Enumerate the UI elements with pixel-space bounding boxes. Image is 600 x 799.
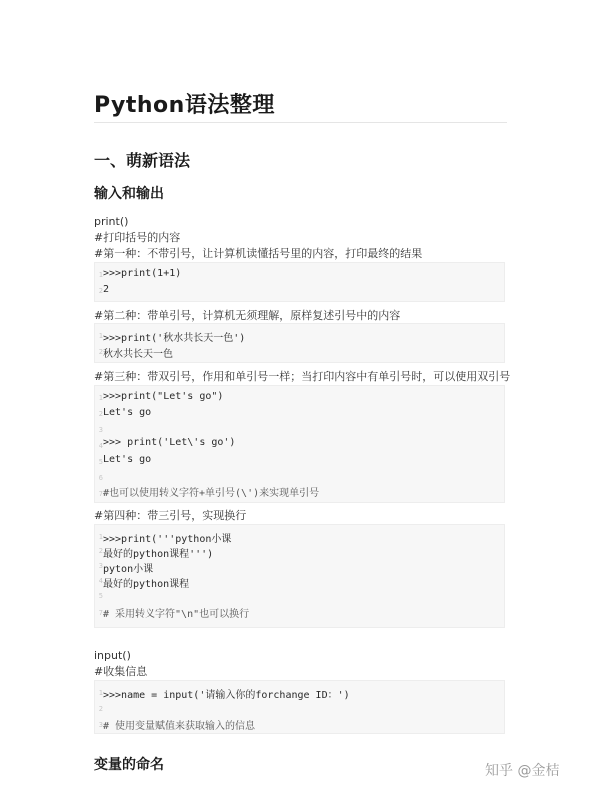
line-number: 6	[98, 474, 103, 482]
code-block-2	[94, 323, 505, 363]
code-line: 最好的python课程''')	[103, 549, 214, 560]
code-comment: #也可以使用转义字符+单引号(\')来实现单引号	[103, 488, 320, 499]
subheading-variable-naming: 变量的命名	[94, 757, 164, 773]
code-line: Let's go	[103, 454, 152, 465]
input-function-label: input()	[94, 649, 131, 662]
line-number: 4	[98, 577, 103, 585]
code-line: >>> print('Let\'s go')	[103, 437, 236, 448]
line-number: 2	[98, 547, 103, 555]
line-number: 2	[98, 287, 103, 295]
line-number: 2	[98, 705, 103, 713]
page-title: Python语法整理	[94, 93, 275, 118]
title-divider	[94, 122, 507, 123]
print-function-label: print()	[94, 215, 129, 228]
code-line: >>>name = input('请输入你的forchange ID：')	[103, 690, 350, 701]
line-number: 7	[98, 490, 103, 498]
line-number: 1	[98, 689, 103, 697]
code-line: 秋水共长天一色	[103, 349, 173, 360]
code-line: >>>print('秋水共长天一色')	[103, 333, 246, 344]
line-number: 3	[98, 426, 103, 434]
code-line: Let's go	[103, 407, 152, 418]
code-line: 2	[103, 284, 110, 295]
code-block-3	[94, 385, 505, 503]
line-number: 7	[98, 609, 103, 617]
type4-description: #第四种：带三引号，实现换行	[94, 509, 247, 522]
code-block-5	[94, 680, 505, 734]
line-number: 1	[98, 533, 103, 541]
subheading-input-output: 输入和输出	[94, 186, 164, 202]
code-line: 最好的python课程	[103, 579, 190, 590]
line-number: 3	[98, 562, 103, 570]
line-number: 5	[98, 592, 103, 600]
line-number: 5	[98, 458, 103, 466]
line-number: 2	[98, 410, 103, 418]
code-comment: # 使用变量赋值来获取输入的信息	[103, 721, 256, 732]
line-number: 1	[98, 271, 103, 279]
line-number: 3	[98, 721, 103, 729]
code-line: >>>print('''python小课	[103, 534, 232, 545]
code-line: pyton小课	[103, 564, 154, 575]
line-number: 1	[98, 332, 103, 340]
line-number: 1	[98, 394, 103, 402]
line-number: 4	[98, 442, 103, 450]
code-block-1	[94, 262, 505, 302]
code-block-4	[94, 524, 505, 628]
code-line: >>>print(1+1)	[103, 268, 182, 279]
section-heading-newbie-syntax: 一、萌新语法	[94, 151, 191, 170]
code-comment: # 采用转义字符"\n"也可以换行	[103, 609, 250, 620]
code-line: >>>print("Let's go")	[103, 391, 224, 402]
type1-description: #第一种：不带引号，让计算机读懂括号里的内容，打印最终的结果	[94, 247, 423, 260]
type2-description: #第二种：带单引号，计算机无须理解，原样复述引号中的内容	[94, 309, 401, 322]
type3-description: #第三种：带双引号，作用和单引号一样；当打印内容中有单引号时，可以使用双引号	[94, 370, 511, 383]
input-description: #收集信息	[94, 665, 148, 678]
line-number: 2	[98, 348, 103, 356]
print-description: #打印括号的内容	[94, 231, 181, 244]
zhihu-watermark: 知乎 @金桔	[485, 763, 560, 779]
